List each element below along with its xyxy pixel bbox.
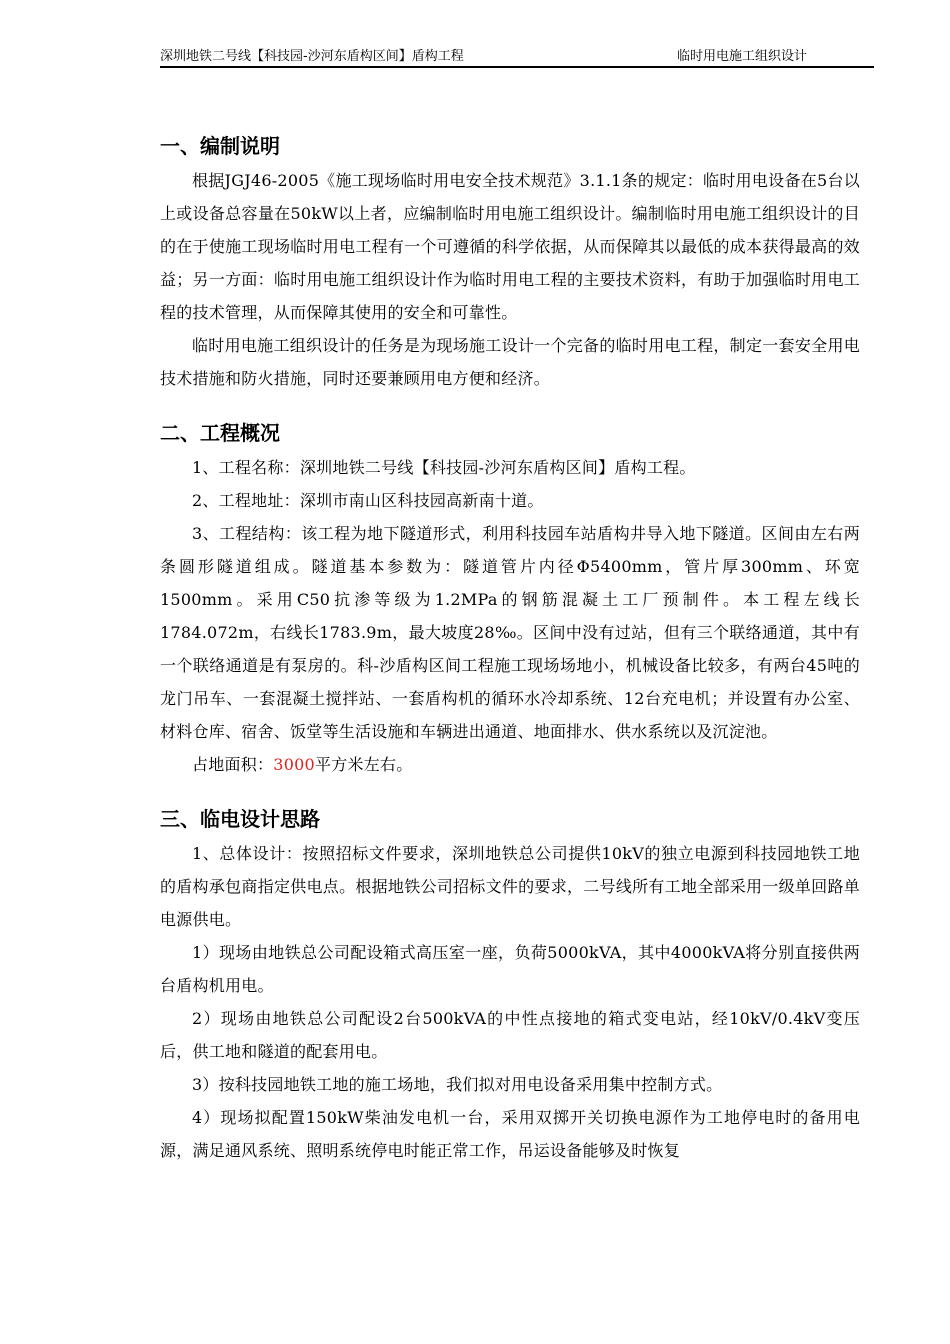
section-title-compilation: 一、编制说明 [160, 134, 280, 158]
paragraph: 根据JGJ46-2005《施工现场临时用电安全技术规范》3.1.1条的规定：临时用电设备在5台以上或设备总容量在50kW以上者，应编制临时用电施工组织设计。编制临时用电施工组织设计的目的在于使施工现场临时用电工程有一个可遵循的科学依据，从而保障其以最低的成本获得最高的效益；另一方面：临时用电施工组织设计作为临时用电工程的主要技术资料，有助于加强临时用电工程的技术管理，从而保障其使用的安全和可靠性。 [160, 171, 860, 322]
section-title-design-approach: 三、临电设计思路 [160, 807, 320, 831]
header-project-title: 深圳地铁二号线【科技园-沙河东盾构区间】盾构工程 [160, 49, 464, 64]
paragraph: 4）现场拟配置150kW柴油发电机一台，采用双掷开关切换电源作为工地停电时的备用电源，满足通风系统、照明系统停电时能正常工作，吊运设备能够及时恢复 [160, 1108, 860, 1160]
area-paragraph [160, 748, 860, 781]
area-suffix: 平方米左右。 [314, 755, 413, 774]
paragraph: 3、工程结构：该工程为地下隧道形式，利用科技园车站盾构井导入地下隧道。区间由左右两条圆形隧道组成。隧道基本参数为：隧道管片内径Φ5400mm，管片厚300mm、环宽1500mm。采用C50抗渗等级为1.2MPa的钢筋混凝土工厂预制件。本工程左线长1784.072m，右线长1783.9m，最大坡度28‰。区间中没有过站，但有三个联络通道，其中有一个联络通道是有泵房的。科-沙盾构区间工程施工现场场地小，机械设备比较多，有两台45吨的龙门吊车、一套混凝土搅拌站、一套盾构机的循环水冷却系统、12台充电机；并设置有办公室、材料仓库、宿舍、饭堂等生活设施和车辆进出通道、地面排水、供水系统以及沉淀池。 [160, 524, 860, 741]
paragraph: 2）现场由地铁总公司配设2台500kVA的中性点接地的箱式变电站，经10kV/0.4kV变压后，供工地和隧道的配套用电。 [160, 1009, 860, 1061]
paragraph: 1）现场由地铁总公司配设箱式高压室一座，负荷5000kVA，其中4000kVA将分别直接供两台盾构机用电。 [160, 943, 860, 995]
document-body [160, 128, 860, 1167]
paragraph: 2、工程地址：深圳市南山区科技园高新南十道。 [192, 491, 544, 510]
section-title-overview: 二、工程概况 [160, 421, 280, 445]
paragraph: 1、工程名称：深圳地铁二号线【科技园-沙河东盾构区间】盾构工程。 [192, 458, 696, 477]
header-document-title: 临时用电施工组织设计 [677, 49, 808, 64]
paragraph: 1、总体设计：按照招标文件要求，深圳地铁总公司提供10kV的独立电源到科技园地铁工地的盾构承包商指定供电点。根据地铁公司招标文件的要求，二号线所有工地全部采用一级单回路单电源供电。 [160, 844, 860, 929]
area-value: 3000 [273, 755, 315, 774]
paragraph: 3）按科技园地铁工地的施工场地，我们拟对用电设备采用集中控制方式。 [192, 1075, 723, 1094]
area-prefix: 占地面积： [192, 755, 274, 774]
paragraph: 临时用电施工组织设计的任务是为现场施工设计一个完备的临时用电工程，制定一套安全用电技术措施和防火措施，同时还要兼顾用电方便和经济。 [160, 336, 860, 388]
page-header [160, 48, 874, 68]
